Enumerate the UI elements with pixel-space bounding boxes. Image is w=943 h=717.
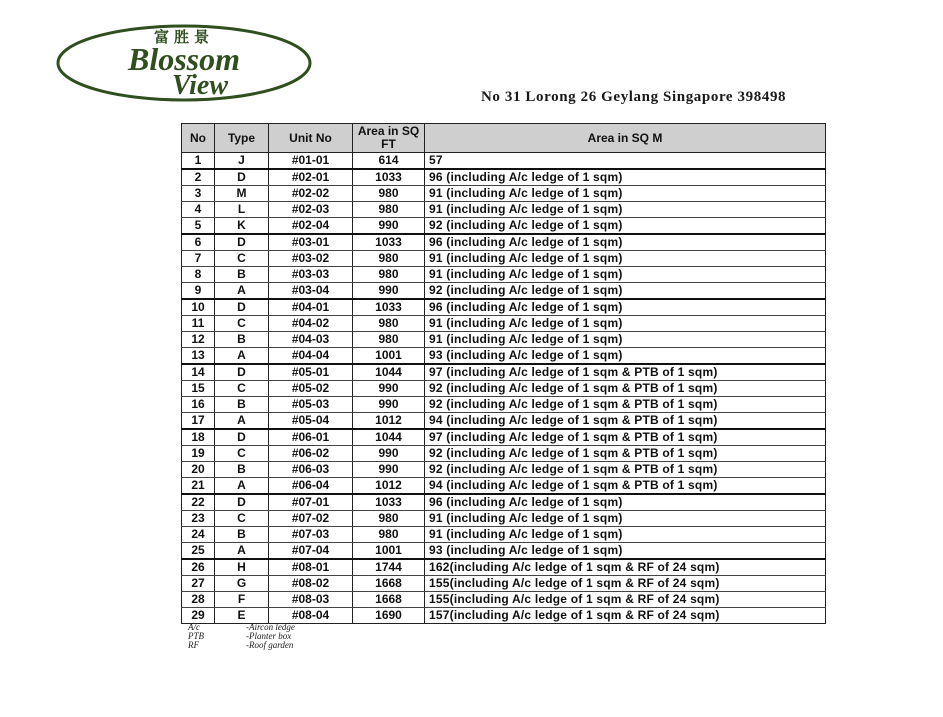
cell-type: D: [215, 429, 269, 446]
cell-area-sqm: 162(including A/c ledge of 1 sqm & RF of 24 sqm): [425, 559, 826, 576]
cell-area-sqft: 1001: [353, 348, 425, 365]
cell-type: C: [215, 316, 269, 332]
table-row: [182, 332, 826, 348]
cell-no: 5: [182, 218, 215, 235]
legend-item: [188, 641, 295, 650]
cell-area-sqft: 1044: [353, 364, 425, 381]
cell-area-sqm: 97 (including A/c ledge of 1 sqm & PTB of 1 sqm): [425, 364, 826, 381]
cell-no: 14: [182, 364, 215, 381]
cell-no: 22: [182, 494, 215, 511]
cell-area-sqm: 91 (including A/c ledge of 1 sqm): [425, 511, 826, 527]
cell-area-sqft: 1668: [353, 576, 425, 592]
cell-unit-no: #08-01: [269, 559, 353, 576]
cell-area-sqft: 1033: [353, 299, 425, 316]
table-row: [182, 218, 826, 235]
cell-no: 28: [182, 592, 215, 608]
logo-line1: Blossom: [127, 41, 241, 77]
cell-type: A: [215, 413, 269, 430]
cell-no: 3: [182, 186, 215, 202]
table-row: [182, 299, 826, 316]
cell-unit-no: #05-03: [269, 397, 353, 413]
cell-area-sqm: 96 (including A/c ledge of 1 sqm): [425, 494, 826, 511]
table-row: [182, 316, 826, 332]
cell-unit-no: #06-01: [269, 429, 353, 446]
cell-area-sqft: 1690: [353, 608, 425, 624]
cell-area-sqm: 155(including A/c ledge of 1 sqm & RF of 24 sqm): [425, 576, 826, 592]
cell-type: M: [215, 186, 269, 202]
table-row: [182, 381, 826, 397]
legend-abbr: RF: [188, 640, 199, 650]
cell-no: 20: [182, 462, 215, 478]
cell-area-sqft: 990: [353, 218, 425, 235]
cell-no: 18: [182, 429, 215, 446]
cell-unit-no: #05-02: [269, 381, 353, 397]
cell-unit-no: #07-02: [269, 511, 353, 527]
header-area-sqft: Area in SQ FT: [353, 124, 425, 153]
cell-area-sqft: 990: [353, 397, 425, 413]
cell-no: 23: [182, 511, 215, 527]
cell-type: B: [215, 332, 269, 348]
cell-type: B: [215, 397, 269, 413]
cell-area-sqm: 94 (including A/c ledge of 1 sqm & PTB of 1 sqm): [425, 413, 826, 430]
legend-meaning: -Planter box: [246, 631, 292, 641]
cell-area-sqft: 980: [353, 267, 425, 283]
cell-type: B: [215, 527, 269, 543]
cell-no: 26: [182, 559, 215, 576]
cell-no: 29: [182, 608, 215, 624]
cell-area-sqft: 1668: [353, 592, 425, 608]
cell-unit-no: #05-04: [269, 413, 353, 430]
cell-type: G: [215, 576, 269, 592]
cell-unit-no: #03-04: [269, 283, 353, 300]
cell-area-sqft: 1033: [353, 494, 425, 511]
cell-area-sqm: 91 (including A/c ledge of 1 sqm): [425, 202, 826, 218]
cell-area-sqm: 57: [425, 153, 826, 170]
cell-area-sqft: 1001: [353, 543, 425, 560]
cell-no: 27: [182, 576, 215, 592]
cell-area-sqft: 980: [353, 511, 425, 527]
cell-area-sqft: 980: [353, 202, 425, 218]
legend-abbr: PTB: [188, 631, 205, 641]
cell-area-sqm: 96 (including A/c ledge of 1 sqm): [425, 234, 826, 251]
cell-area-sqm: 93 (including A/c ledge of 1 sqm): [425, 348, 826, 365]
cell-area-sqft: 1012: [353, 478, 425, 495]
cell-area-sqft: 1044: [353, 429, 425, 446]
cell-no: 1: [182, 153, 215, 170]
table-row: [182, 364, 826, 381]
cell-unit-no: #08-02: [269, 576, 353, 592]
cell-no: 7: [182, 251, 215, 267]
cell-unit-no: #04-02: [269, 316, 353, 332]
cell-area-sqm: 93 (including A/c ledge of 1 sqm): [425, 543, 826, 560]
cell-unit-no: #04-01: [269, 299, 353, 316]
units-table: [181, 123, 826, 624]
cell-area-sqm: 92 (including A/c ledge of 1 sqm): [425, 283, 826, 300]
cell-unit-no: #07-04: [269, 543, 353, 560]
table-row: [182, 527, 826, 543]
cell-no: 10: [182, 299, 215, 316]
cell-no: 16: [182, 397, 215, 413]
cell-area-sqft: 990: [353, 381, 425, 397]
cell-area-sqft: 1744: [353, 559, 425, 576]
table-row: [182, 462, 826, 478]
cell-type: K: [215, 218, 269, 235]
address-text: No 31 Lorong 26 Geylang Singapore 398498: [481, 89, 787, 105]
cell-unit-no: #06-03: [269, 462, 353, 478]
cell-area-sqft: 980: [353, 332, 425, 348]
cell-unit-no: #01-01: [269, 153, 353, 170]
cell-unit-no: #06-04: [269, 478, 353, 495]
cell-area-sqm: 91 (including A/c ledge of 1 sqm): [425, 186, 826, 202]
cell-type: D: [215, 234, 269, 251]
cell-area-sqm: 92 (including A/c ledge of 1 sqm & PTB of 1 sqm): [425, 397, 826, 413]
cell-area-sqm: 97 (including A/c ledge of 1 sqm & PTB of 1 sqm): [425, 429, 826, 446]
cell-area-sqm: 91 (including A/c ledge of 1 sqm): [425, 332, 826, 348]
cell-area-sqft: 1033: [353, 234, 425, 251]
cell-no: 15: [182, 381, 215, 397]
cell-area-sqft: 980: [353, 527, 425, 543]
cell-area-sqft: 980: [353, 186, 425, 202]
cell-type: C: [215, 381, 269, 397]
table-row: [182, 543, 826, 560]
table-row: [182, 397, 826, 413]
cell-area-sqft: 980: [353, 251, 425, 267]
cell-unit-no: #02-04: [269, 218, 353, 235]
cell-type: J: [215, 153, 269, 170]
header-type: Type: [215, 124, 269, 153]
cell-type: C: [215, 446, 269, 462]
cell-type: A: [215, 283, 269, 300]
cell-area-sqm: 96 (including A/c ledge of 1 sqm): [425, 299, 826, 316]
cell-area-sqm: 91 (including A/c ledge of 1 sqm): [425, 316, 826, 332]
cell-unit-no: #07-03: [269, 527, 353, 543]
table-row: [182, 267, 826, 283]
cell-unit-no: #05-01: [269, 364, 353, 381]
table-row: [182, 446, 826, 462]
header-no: No: [182, 124, 215, 153]
cell-unit-no: #03-01: [269, 234, 353, 251]
cell-no: 9: [182, 283, 215, 300]
cell-type: A: [215, 478, 269, 495]
logo-graphic: [55, 22, 313, 102]
cell-type: D: [215, 169, 269, 186]
cell-unit-no: #08-04: [269, 608, 353, 624]
table-row: [182, 592, 826, 608]
cell-unit-no: #02-02: [269, 186, 353, 202]
table-row: [182, 153, 826, 170]
table-row: [182, 234, 826, 251]
table-row: [182, 429, 826, 446]
cell-area-sqft: 1033: [353, 169, 425, 186]
table-row: [182, 251, 826, 267]
cell-area-sqm: 96 (including A/c ledge of 1 sqm): [425, 169, 826, 186]
cell-unit-no: #04-03: [269, 332, 353, 348]
cell-area-sqm: 91 (including A/c ledge of 1 sqm): [425, 267, 826, 283]
cell-type: D: [215, 364, 269, 381]
legend-meaning: -Aircon ledge: [246, 622, 295, 632]
cell-type: D: [215, 494, 269, 511]
cell-area-sqm: 91 (including A/c ledge of 1 sqm): [425, 251, 826, 267]
cell-no: 4: [182, 202, 215, 218]
cell-area-sqm: 157(including A/c ledge of 1 sqm & RF of 24 sqm): [425, 608, 826, 624]
cell-type: L: [215, 202, 269, 218]
logo-chinese-text: 富胜景: [153, 28, 215, 46]
table-row: [182, 186, 826, 202]
cell-no: 25: [182, 543, 215, 560]
cell-type: D: [215, 299, 269, 316]
cell-area-sqm: 92 (including A/c ledge of 1 sqm & PTB of 1 sqm): [425, 381, 826, 397]
cell-unit-no: #08-03: [269, 592, 353, 608]
table-row: [182, 169, 826, 186]
cell-area-sqm: 94 (including A/c ledge of 1 sqm & PTB of 1 sqm): [425, 478, 826, 495]
cell-area-sqft: 990: [353, 283, 425, 300]
cell-area-sqft: 990: [353, 462, 425, 478]
cell-no: 19: [182, 446, 215, 462]
cell-area-sqft: 980: [353, 316, 425, 332]
table-row: [182, 494, 826, 511]
cell-area-sqft: 1012: [353, 413, 425, 430]
cell-no: 8: [182, 267, 215, 283]
table-row: [182, 559, 826, 576]
logo-line2: View: [171, 70, 229, 101]
cell-no: 21: [182, 478, 215, 495]
header-unit-no: Unit No: [269, 124, 353, 153]
table-row: [182, 576, 826, 592]
cell-no: 12: [182, 332, 215, 348]
table-body: [182, 153, 826, 624]
cell-unit-no: #02-01: [269, 169, 353, 186]
cell-area-sqm: 92 (including A/c ledge of 1 sqm & PTB of 1 sqm): [425, 446, 826, 462]
cell-area-sqm: 91 (including A/c ledge of 1 sqm): [425, 527, 826, 543]
table-row: [182, 202, 826, 218]
cell-type: C: [215, 251, 269, 267]
cell-type: B: [215, 462, 269, 478]
legend: [188, 623, 295, 650]
cell-unit-no: #04-04: [269, 348, 353, 365]
cell-type: A: [215, 348, 269, 365]
cell-unit-no: #03-02: [269, 251, 353, 267]
cell-no: 2: [182, 169, 215, 186]
legend-abbr: A/c: [188, 622, 200, 632]
cell-type: C: [215, 511, 269, 527]
cell-type: F: [215, 592, 269, 608]
cell-type: A: [215, 543, 269, 560]
cell-type: E: [215, 608, 269, 624]
cell-area-sqm: 92 (including A/c ledge of 1 sqm): [425, 218, 826, 235]
cell-unit-no: #03-03: [269, 267, 353, 283]
cell-no: 11: [182, 316, 215, 332]
table-header-row: [182, 124, 826, 153]
cell-area-sqft: 614: [353, 153, 425, 170]
cell-unit-no: #07-01: [269, 494, 353, 511]
cell-area-sqm: 92 (including A/c ledge of 1 sqm & PTB of 1 sqm): [425, 462, 826, 478]
cell-no: 6: [182, 234, 215, 251]
header-area-sqm: Area in SQ M: [425, 124, 826, 153]
table-row: [182, 348, 826, 365]
table-row: [182, 478, 826, 495]
blossom-view-logo: [55, 22, 313, 102]
cell-no: 17: [182, 413, 215, 430]
cell-unit-no: #06-02: [269, 446, 353, 462]
cell-type: B: [215, 267, 269, 283]
legend-meaning: -Roof garden: [246, 640, 294, 650]
table-row: [182, 413, 826, 430]
cell-area-sqm: 155(including A/c ledge of 1 sqm & RF of 24 sqm): [425, 592, 826, 608]
cell-no: 13: [182, 348, 215, 365]
table-row: [182, 511, 826, 527]
cell-unit-no: #02-03: [269, 202, 353, 218]
cell-no: 24: [182, 527, 215, 543]
cell-area-sqft: 990: [353, 446, 425, 462]
table-row: [182, 283, 826, 300]
cell-type: H: [215, 559, 269, 576]
